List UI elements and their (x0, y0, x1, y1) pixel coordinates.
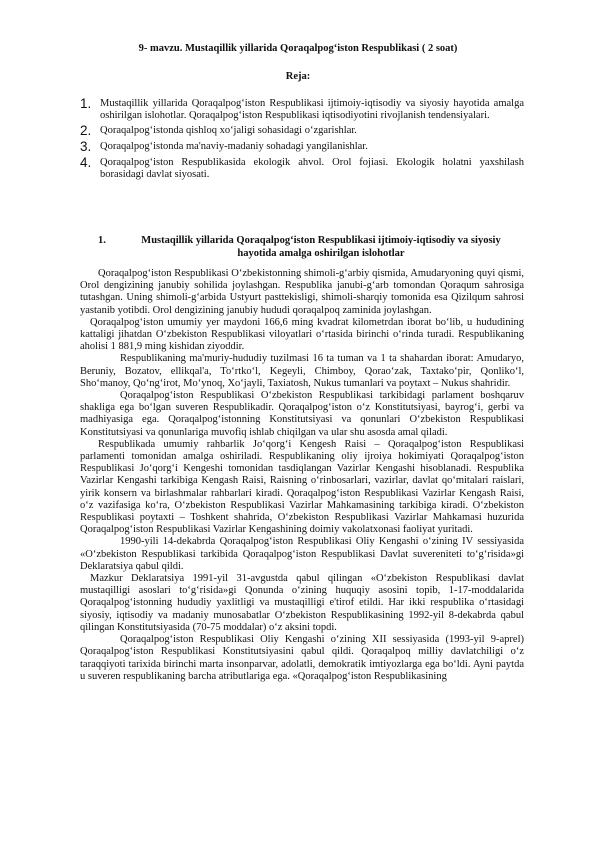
section-title: Mustaqillik yillarida Qoraqalpog‘iston Respublikasi ijtimoiy-iqtisodiy va siyosiy hayotida amalga oshirilgan islohotlar (141, 235, 501, 259)
paragraph: Qoraqalpog‘iston Respublikasi Oliy Kengashi o‘zining XII sessiyasida (1993-yil 9-aprel) Qoraqalpog‘iston Respublikasi Konstitutsiyasini qabul qildi. Qoraqalpoq milliy davlatchiligi o‘z taraqqiyoti tarixida birinchi marta insonparvar, adolatli, demokratik imtiyozlarga ega bo‘ldi. Ayni paytda u suveren respublikaning barcha atributlariga ega. «Qoraqalpog‘iston Respublikasining (80, 634, 524, 682)
plan-item-number: 1. (80, 96, 92, 111)
section-heading (80, 234, 524, 260)
plan-item-text: Qoraqalpog‘istonda ma'naviy-madaniy sohadagi yangilanishlar. (100, 141, 368, 152)
plan-item (80, 124, 524, 138)
plan-heading: Reja: (285, 71, 311, 82)
plan-list (80, 97, 524, 183)
plan-item (80, 140, 524, 154)
document-body (80, 268, 524, 683)
paragraph: Qoraqalpog‘iston Respublikasi O‘zbekistonning shimoli-g‘arbiy qismida, Amudaryoning quyi qismi, Orol dengizining janubiy sohilida joylashgan. Respublika janubi-g‘arb tomondan Qoraqum sahrosiga tutashgan. Uning shimoli-g‘arbida Ustyurt pasttekisligi, shimoli-sharqiy tomonida esa Qizilqum sahrosi yastanib yotibdi. Orol dengizining janubiy hududi qoraqalpoq zaminida joylashgan. (80, 268, 524, 316)
paragraph: Qoraqalpog‘iston umumiy yer maydoni 166,6 ming kvadrat kilometrdan iborat bo‘lib, u hududining kattaligi jihatdan O‘zbekiston Respublikasi viloyatlari o‘rtasida birinchi o‘rinda turadi. Respublikaning aholisi 1 881,9 ming kishidan ziyoddir. (80, 316, 524, 353)
plan-item-text: Qoraqalpog‘iston Respublikasida ekologik ahvol. Orol fojiasi. Ekologik holatni yaxshilash borasidagi davlat siyosati. (100, 157, 524, 180)
paragraph: Respublikada umumiy rahbarlik Jo‘qorg‘i Kengesh Raisi – Qoraqalpog‘iston Respublikasi parlamenti tomonidan amalga oshiriladi. Respublikaning oliy ijroiya hokimiyati Qoraqalpog‘iston Respublikasi Jo‘qorg‘i Kengeshi tomonidan tasdiqlangan Vazirlar Kengashi hisoblanadi. Respublika Vazirlar Kengashi tarkibiga Kengash Raisi, Raisning o‘rinbosarlari, vazirlar, davlat qo‘mitalari raislari, yirik konsern va birlashmalar rahbarlari kiradi. Qoraqalpog‘iston Respublikasi Vazirlar Kengash Raisi, o‘z vazifasiga ko‘ra, O‘zbekiston Respublikasi Vazirlar Mahkamasining tarkibiga kiradi. O‘zbekiston Respublikasi poytaxti – Toshkent shahrida, O‘zbekiston Respublikasi Vazirlar Mahkamasi huzurida Qoraqalpog‘iston Respublikasi Vazirlar Kengashining doimiy vakolatxonasi faoliyat yuritadi. (80, 438, 524, 536)
plan-item-text: Mustaqillik yillarida Qoraqalpog‘iston Respublikasi ijtimoiy-iqtisodiy va siyosiy hayotida amalga oshirilgan islohotlar. Qoraqalpog‘iston Respublikasi iqtisodiyotini rivojlanish tendensiyalari. (100, 98, 524, 121)
plan-item (80, 97, 524, 122)
plan-item (80, 156, 524, 181)
paragraph: Mazkur Deklaratsiya 1991-yil 31-avgustda qabul qilingan «O‘zbekiston Respublikasi davlat mustaqilligi asoslari to‘g‘risida»gi Qonunda o‘zining huquqiy asosini topib, 1-17-moddalarida Qoraqalpog‘istonning hududiy yaxlitligi va mustaqilligi e'tirof etildi. Har ikki respublika o‘rtasidagi siyosiy, iqtisodiy va madaniy munosabatlar O‘zbekiston Respublikasining 1992-yil 8-dekabrda qabul qilingan Konstitutsiyasida (70-75 moddalar) o‘z aksini topdi. (80, 573, 524, 633)
document-title: 9- mavzu. Mustaqillik yillarida Qoraqalpog‘iston Respublikasi ( 2 soat) (138, 43, 458, 54)
paragraph: Respublikaning ma'muriy-hududiy tuzilmasi 16 ta tuman va 1 ta shahardan iborat: Amudaryo, Beruniy, Bozatov, ellikqal'a, To‘rtko‘l, Kegeyli, Chimboy, Qorao‘zak, Taxtako‘pir, Qonliko‘l, Sho‘manoy, Qo‘ng‘irot, Mo‘ynoq, Xo‘jayli, Taxiatosh, Nukus tumanlari va poytaxt – Nukus shahridir. (80, 353, 524, 389)
paragraph: 1990-yili 14-dekabrda Qoraqalpog‘iston Respublikasi Oliy Kengashi o‘zining IV sessiyasida «O‘zbekiston Respublikasi tarkibida Qoraqalpog‘iston Respublikasi Davlat suvereniteti to‘g‘risida»gi Deklaratsiya qabul qildi. (80, 536, 524, 572)
plan-item-number: 3. (80, 139, 92, 154)
plan-item-text: Qoraqalpog‘istonda qishloq xo‘jaligi sohasidagi o‘zgarishlar. (100, 125, 357, 136)
section-number: 1. (98, 235, 106, 246)
paragraph: Qoraqalpog‘iston Respublikasi O‘zbekiston Respublikasi tarkibidagi parlament boshqaruv shakliga ega bo‘lgan suveren Respublikadir. Qoraqalpog‘iston o‘z Konstitutsiyasi, bayrog‘i, gerbi va madhiyasiga ega. Qoraqalpog‘istonning Konstitutsiyasi va qonunlari O‘zbekiston Respublikasi Konstitutsiyasi va qonunlariga muvofiq ishlab chiqilgan va ular shu asosda amal qiladi. (80, 390, 524, 438)
plan-item-number: 4. (80, 155, 92, 170)
plan-item-number: 2. (80, 123, 92, 138)
